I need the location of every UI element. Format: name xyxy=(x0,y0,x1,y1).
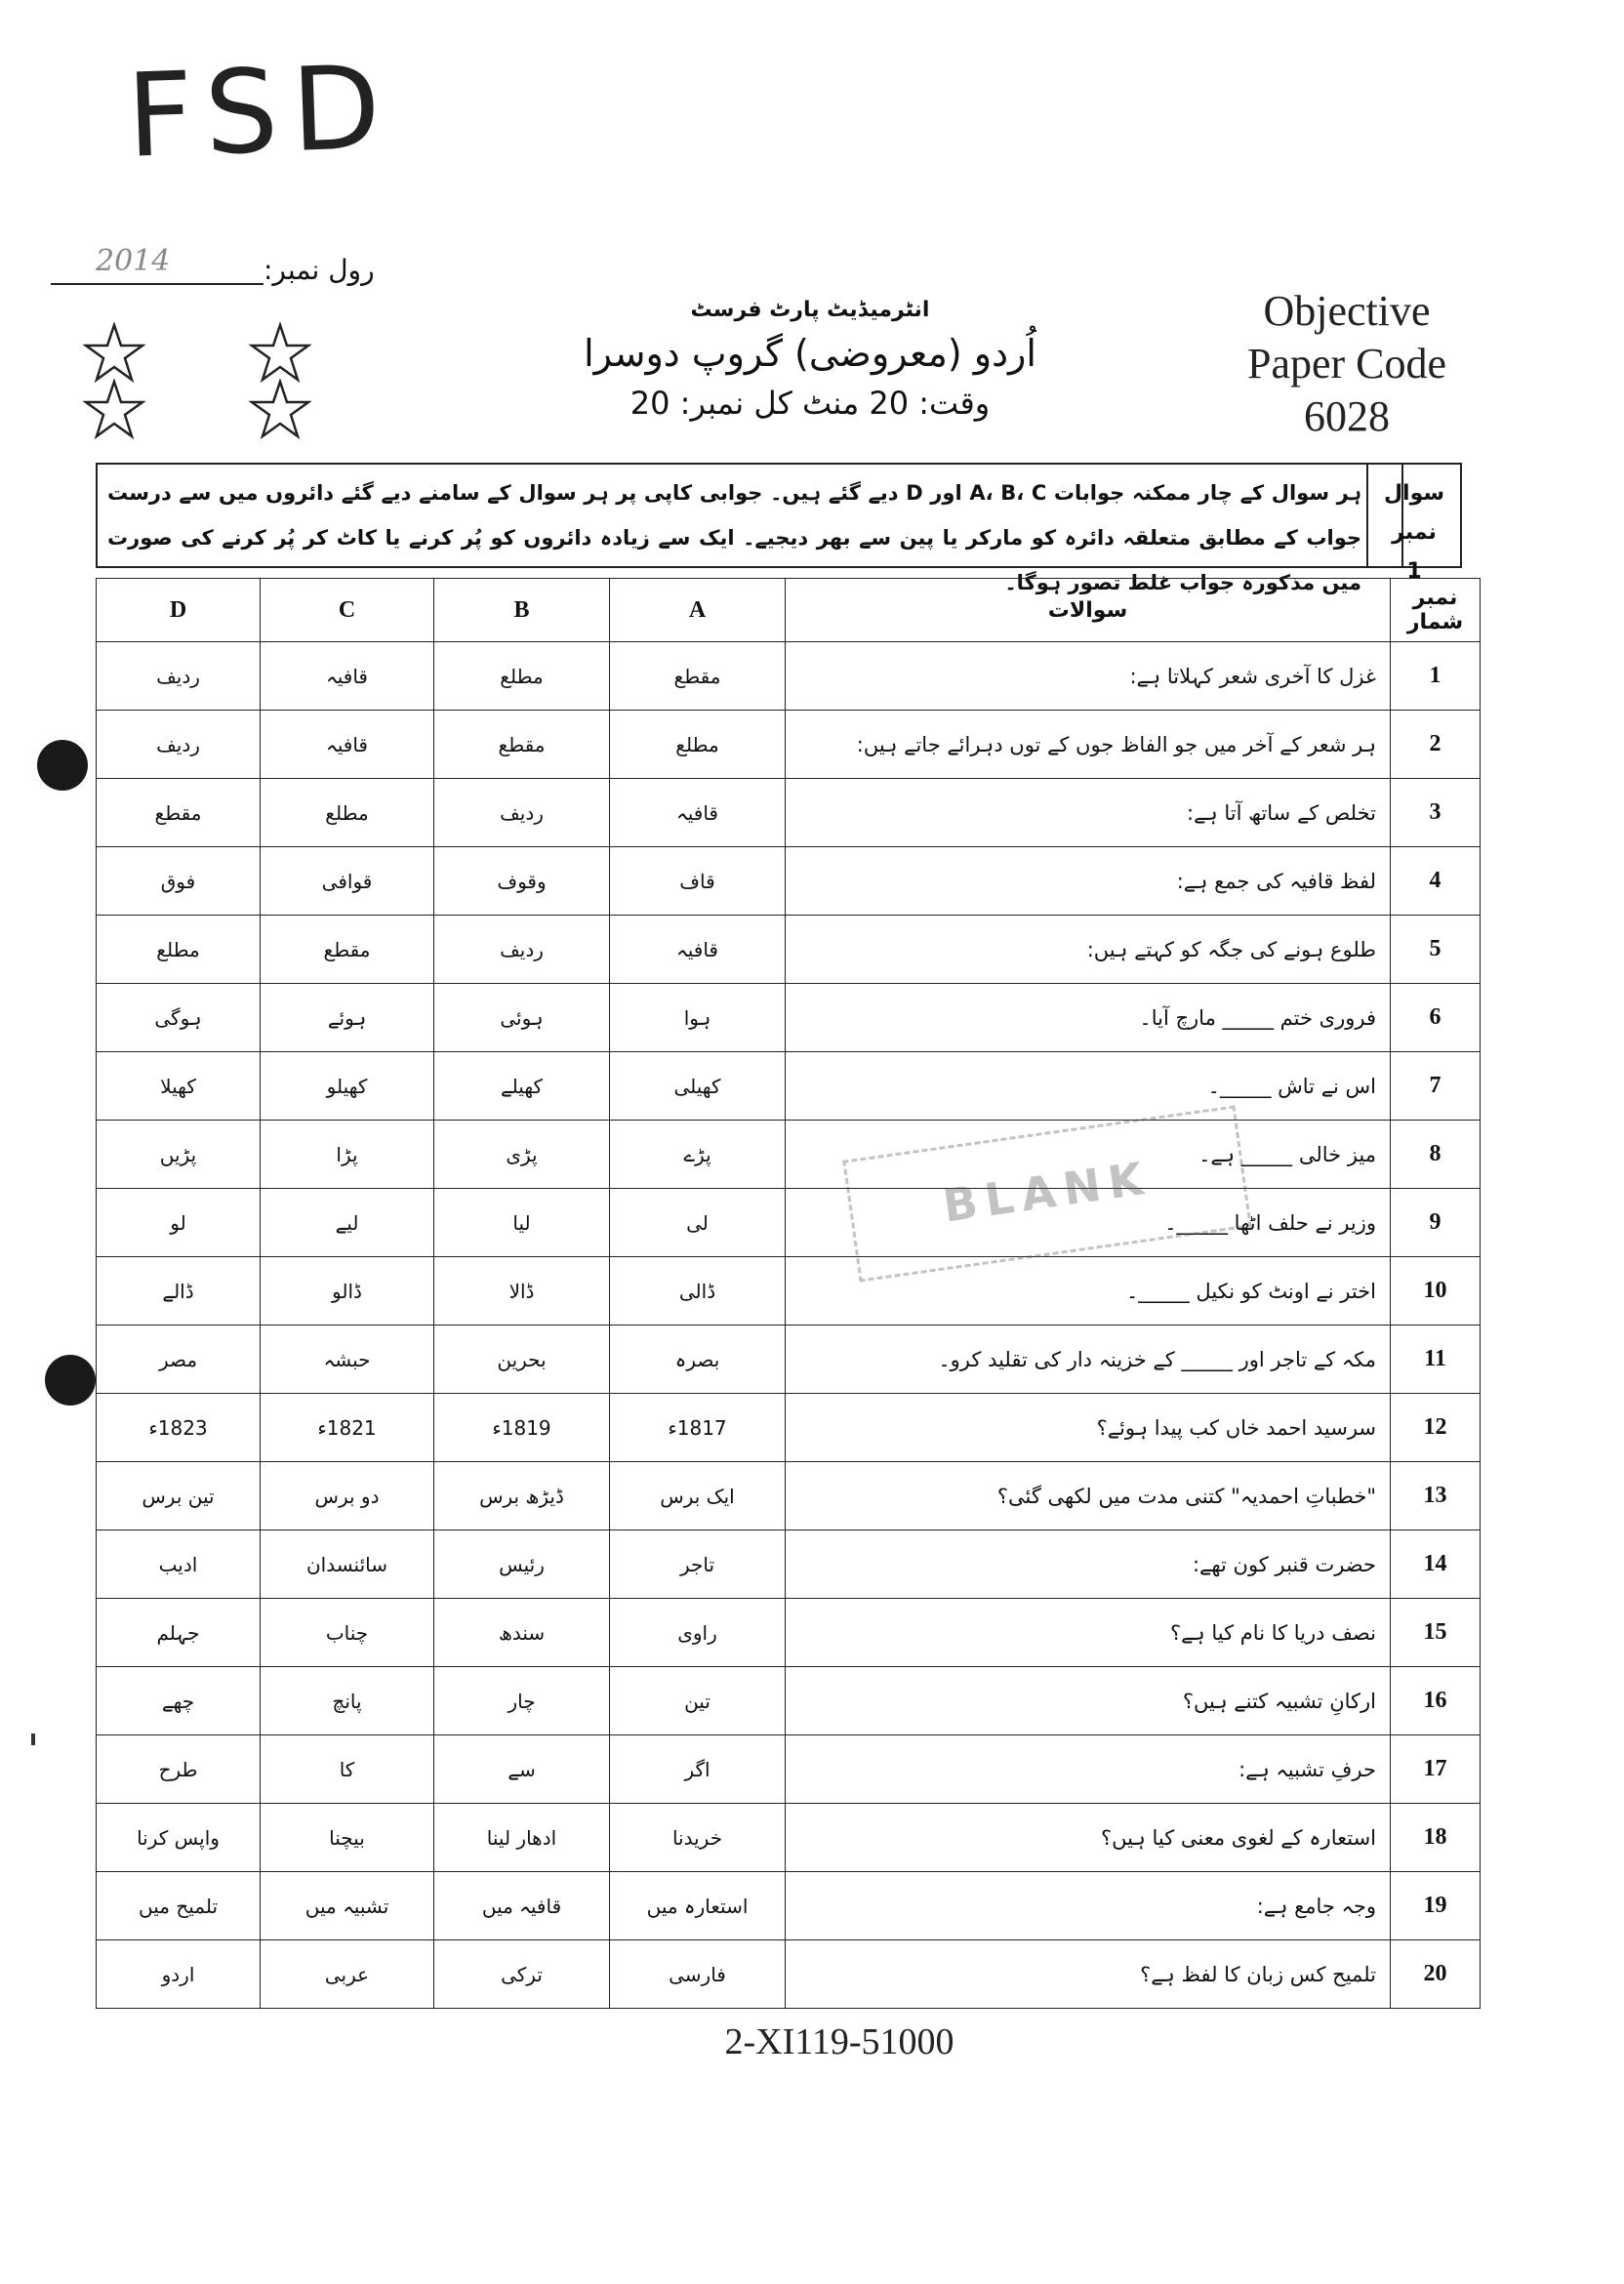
option-c: کا xyxy=(261,1735,434,1804)
header-questions: سوالات xyxy=(786,579,1391,642)
option-c: قافیہ xyxy=(261,642,434,711)
header-c: C xyxy=(261,579,434,642)
header-d: D xyxy=(97,579,261,642)
option-b: ردیف xyxy=(434,916,610,984)
question-text: وجہ جامع ہے: xyxy=(786,1872,1391,1940)
option-d: پڑیں xyxy=(97,1121,261,1189)
option-b: 1819ء xyxy=(434,1394,610,1462)
question-serial: 15 xyxy=(1391,1599,1481,1667)
question-serial: 1 xyxy=(1391,642,1481,711)
paper-code-block xyxy=(1210,285,1483,443)
table-row xyxy=(97,1189,1481,1257)
option-c: قافیہ xyxy=(261,711,434,779)
question-serial: 5 xyxy=(1391,916,1481,984)
question-text: غزل کا آخری شعر کہلاتا ہے: xyxy=(786,642,1391,711)
option-a: بصرہ xyxy=(610,1326,786,1394)
table-row xyxy=(97,1257,1481,1326)
option-b: ڈیڑھ برس xyxy=(434,1462,610,1530)
question-serial: 10 xyxy=(1391,1257,1481,1326)
question-serial: 18 xyxy=(1391,1804,1481,1872)
question-text: حرفِ تشبیہ ہے: xyxy=(786,1735,1391,1804)
question-text: ہر شعر کے آخر میں جو الفاظ جوں کے توں دہرائے جاتے ہیں: xyxy=(786,711,1391,779)
option-b: ردیف xyxy=(434,779,610,847)
star-icon xyxy=(83,322,145,385)
option-d: مصر xyxy=(97,1326,261,1394)
roll-number-label: رول نمبر: xyxy=(264,254,375,286)
star-icon xyxy=(249,322,311,385)
table-row xyxy=(97,1735,1481,1804)
header-b: B xyxy=(434,579,610,642)
option-d: اردو xyxy=(97,1940,261,2009)
option-a: خریدنا xyxy=(610,1804,786,1872)
star-icon xyxy=(83,379,145,441)
question-text: حضرت قنبر کون تھے: xyxy=(786,1530,1391,1599)
option-a: فارسی xyxy=(610,1940,786,2009)
option-b: بحرین xyxy=(434,1326,610,1394)
question-serial: 13 xyxy=(1391,1462,1481,1530)
question-text: سرسید احمد خاں کب پیدا ہوئے؟ xyxy=(786,1394,1391,1462)
question-text: لفظ قافیہ کی جمع ہے: xyxy=(786,847,1391,916)
option-c: مقطع xyxy=(261,916,434,984)
option-a: مقطع xyxy=(610,642,786,711)
option-d: لو xyxy=(97,1189,261,1257)
option-d: طرح xyxy=(97,1735,261,1804)
question-serial: 19 xyxy=(1391,1872,1481,1940)
time-and-marks: وقت: 20 منٹ کل نمبر: 20 xyxy=(629,385,991,422)
option-a: 1817ء xyxy=(610,1394,786,1462)
handwritten-fsd: FSD xyxy=(124,39,396,184)
option-d: تلمیح میں xyxy=(97,1872,261,1940)
option-a: قاف xyxy=(610,847,786,916)
question-serial: 11 xyxy=(1391,1326,1481,1394)
option-d: مقطع xyxy=(97,779,261,847)
option-d: واپس کرنا xyxy=(97,1804,261,1872)
option-b: لیا xyxy=(434,1189,610,1257)
question-serial: 7 xyxy=(1391,1052,1481,1121)
punch-hole xyxy=(45,1355,96,1406)
roll-number-scribble: 2014 xyxy=(96,244,171,278)
star-icon xyxy=(249,379,311,441)
option-c: حبشہ xyxy=(261,1326,434,1394)
question-serial: 20 xyxy=(1391,1940,1481,2009)
question-text: مکہ کے تاجر اور _____ کے خزینہ دار کی تقلید کرو۔ xyxy=(786,1326,1391,1394)
footer-code: 2-XI119-51000 xyxy=(724,2021,954,2062)
table-row xyxy=(97,1052,1481,1121)
option-d: چھے xyxy=(97,1667,261,1735)
option-d: ڈالے xyxy=(97,1257,261,1326)
option-b: پڑی xyxy=(434,1121,610,1189)
table-header-row xyxy=(97,579,1481,642)
option-d: ردیف xyxy=(97,711,261,779)
exam-header xyxy=(547,298,1074,422)
subject-title: اُردو (معروضی) گروپ دوسرا xyxy=(584,332,1036,375)
option-d: جہلم xyxy=(97,1599,261,1667)
option-d: کھیلا xyxy=(97,1052,261,1121)
exam-level: انٹرمیڈیٹ پارٹ فرسٹ xyxy=(690,298,930,322)
option-d: مطلع xyxy=(97,916,261,984)
header-a: A xyxy=(610,579,786,642)
option-c: عربی xyxy=(261,1940,434,2009)
option-b: قافیہ میں xyxy=(434,1872,610,1940)
option-c: پانچ xyxy=(261,1667,434,1735)
question-serial: 4 xyxy=(1391,847,1481,916)
option-a: قافیہ xyxy=(610,916,786,984)
option-b: سندھ xyxy=(434,1599,610,1667)
table-row xyxy=(97,1530,1481,1599)
table-row xyxy=(97,1599,1481,1667)
option-d: ردیف xyxy=(97,642,261,711)
option-d: تین برس xyxy=(97,1462,261,1530)
option-a: تین xyxy=(610,1667,786,1735)
question-text: تخلص کے ساتھ آتا ہے: xyxy=(786,779,1391,847)
option-b: ڈالا xyxy=(434,1257,610,1326)
table-row xyxy=(97,1872,1481,1940)
table-row xyxy=(97,1804,1481,1872)
mcq-table xyxy=(96,578,1481,2009)
option-b: ترکی xyxy=(434,1940,610,2009)
option-c: ڈالو xyxy=(261,1257,434,1326)
question-text: نصف دریا کا نام کیا ہے؟ xyxy=(786,1599,1391,1667)
option-c: ہوئے xyxy=(261,984,434,1052)
option-a: قافیہ xyxy=(610,779,786,847)
question-text: فروری ختم _____ مارچ آیا۔ xyxy=(786,984,1391,1052)
blank-stamp: BLANK xyxy=(842,1105,1252,1282)
paper-code-label: Paper Code xyxy=(1246,340,1447,387)
option-a: کھیلی xyxy=(610,1052,786,1121)
option-a: راوی xyxy=(610,1599,786,1667)
instructions-text: ہر سوال کے چار ممکنہ جوابات A، B، C اور D دیے گئے ہیں۔ جوابی کاپی پر ہر سوال کے سامنے دیے گئے دائروں میں سے درست جواب کے مطابق متعلقہ دائرہ کو مارکر یا پین سے بھر دیجیے۔ ایک سے زیادہ دائروں کو پُر کرنے یا کاٹ کر پُر کرنے کی صورت میں مذکورہ جواب غلط تصور ہوگا۔ xyxy=(107,481,1362,594)
table-row xyxy=(97,1121,1481,1189)
question-text: اختر نے اونٹ کو نکیل _____۔ xyxy=(786,1257,1391,1326)
question-text: اس نے تاش _____۔ xyxy=(786,1052,1391,1121)
question-serial: 17 xyxy=(1391,1735,1481,1804)
option-b: مطلع xyxy=(434,642,610,711)
option-a: اگر xyxy=(610,1735,786,1804)
question-text: تلمیح کس زبان کا لفظ ہے؟ xyxy=(786,1940,1391,2009)
option-d: فوق xyxy=(97,847,261,916)
option-a: ہوا xyxy=(610,984,786,1052)
question-serial: 8 xyxy=(1391,1121,1481,1189)
question-text: طلوع ہونے کی جگہ کو کہتے ہیں: xyxy=(786,916,1391,984)
table-row xyxy=(97,847,1481,916)
table-row xyxy=(97,1394,1481,1462)
question-number-box xyxy=(1366,463,1462,584)
table-row xyxy=(97,916,1481,984)
question-number-label: سوال نمبر xyxy=(1383,481,1445,545)
roll-number-line xyxy=(51,283,264,285)
option-b: ہوئی xyxy=(434,984,610,1052)
option-c: بیچنا xyxy=(261,1804,434,1872)
table-row xyxy=(97,711,1481,779)
option-a: ایک برس xyxy=(610,1462,786,1530)
question-text: ارکانِ تشبیہ کتنے ہیں؟ xyxy=(786,1667,1391,1735)
option-a: تاجر xyxy=(610,1530,786,1599)
question-text: وزیر نے حلف اٹھا _____۔ xyxy=(786,1189,1391,1257)
paper-code-number: 6028 xyxy=(1304,392,1390,440)
question-text: استعارہ کے لغوی معنی کیا ہیں؟ xyxy=(786,1804,1391,1872)
option-d: 1823ء xyxy=(97,1394,261,1462)
option-a: ڈالی xyxy=(610,1257,786,1326)
option-c: قوافی xyxy=(261,847,434,916)
question-text: میز خالی _____ ہے۔ xyxy=(786,1121,1391,1189)
option-b: مقطع xyxy=(434,711,610,779)
header-serial: نمبر شمار xyxy=(1391,579,1481,642)
option-a: لی xyxy=(610,1189,786,1257)
table-row xyxy=(97,984,1481,1052)
option-b: وقوف xyxy=(434,847,610,916)
option-c: کھیلو xyxy=(261,1052,434,1121)
option-b: سے xyxy=(434,1735,610,1804)
table-row xyxy=(97,1667,1481,1735)
option-b: کھیلے xyxy=(434,1052,610,1121)
question-serial: 3 xyxy=(1391,779,1481,847)
option-d: ہوگی xyxy=(97,984,261,1052)
scan-mark xyxy=(31,1733,35,1745)
question-text: "خطباتِ احمدیہ" کتنی مدت میں لکھی گئی؟ xyxy=(786,1462,1391,1530)
table-row xyxy=(97,1326,1481,1394)
option-c: پڑا xyxy=(261,1121,434,1189)
question-serial: 9 xyxy=(1391,1189,1481,1257)
table-row xyxy=(97,1940,1481,2009)
option-c: سائنسدان xyxy=(261,1530,434,1599)
option-b: رئیس xyxy=(434,1530,610,1599)
question-serial: 2 xyxy=(1391,711,1481,779)
option-a: پڑے xyxy=(610,1121,786,1189)
question-serial: 16 xyxy=(1391,1667,1481,1735)
question-number-value: 1 xyxy=(1406,559,1422,584)
option-c: لیے xyxy=(261,1189,434,1257)
question-serial: 6 xyxy=(1391,984,1481,1052)
objective-label: Objective xyxy=(1263,287,1431,335)
option-a: استعارہ میں xyxy=(610,1872,786,1940)
option-b: ادھار لینا xyxy=(434,1804,610,1872)
option-c: چناب xyxy=(261,1599,434,1667)
punch-hole xyxy=(37,740,88,791)
table-row xyxy=(97,1462,1481,1530)
option-c: مطلع xyxy=(261,779,434,847)
option-d: ادیب xyxy=(97,1530,261,1599)
question-serial: 12 xyxy=(1391,1394,1481,1462)
option-c: تشبیہ میں xyxy=(261,1872,434,1940)
option-a: مطلع xyxy=(610,711,786,779)
table-row xyxy=(97,779,1481,847)
option-c: 1821ء xyxy=(261,1394,434,1462)
table-row xyxy=(97,642,1481,711)
option-c: دو برس xyxy=(261,1462,434,1530)
question-serial: 14 xyxy=(1391,1530,1481,1599)
option-b: چار xyxy=(434,1667,610,1735)
